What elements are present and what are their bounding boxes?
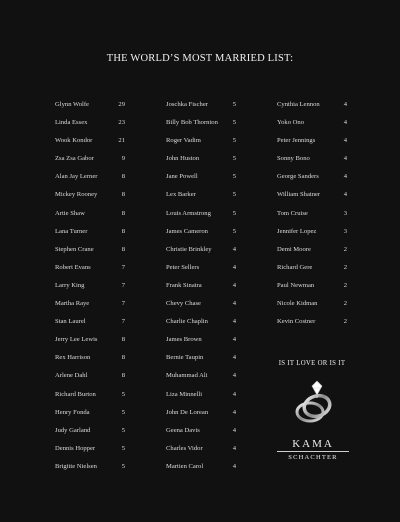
marriage-count: 4 xyxy=(343,101,347,108)
marriage-count: 8 xyxy=(121,227,125,235)
person-name: Glynn Wolfe xyxy=(55,101,89,108)
person-name: Christie Brinkley xyxy=(166,245,212,253)
marriage-count: 5 xyxy=(121,390,125,398)
person-name: Stephen Crane xyxy=(55,245,94,253)
list-item xyxy=(166,336,236,354)
list-item xyxy=(55,228,125,246)
marriage-count: 7 xyxy=(121,281,125,289)
list-item xyxy=(55,137,125,155)
list-item xyxy=(55,210,125,228)
marriage-count: 8 xyxy=(121,336,125,344)
list-item xyxy=(166,191,236,209)
list-item xyxy=(166,445,236,463)
person-name: Charles Vidor xyxy=(166,444,203,452)
brand-divider xyxy=(277,451,349,452)
marriage-count: 2 xyxy=(343,318,347,326)
person-name: Roger Vadim xyxy=(166,137,201,145)
marriage-count: 9 xyxy=(121,155,125,163)
person-name: Muhammad Ali xyxy=(166,372,208,380)
wedding-rings-icon xyxy=(288,376,338,428)
marriage-count: 5 xyxy=(232,173,236,181)
person-name: Martha Raye xyxy=(55,300,90,308)
list-item xyxy=(55,463,125,481)
person-name: Bernie Taupin xyxy=(166,354,204,362)
list-item xyxy=(55,282,125,300)
list-item xyxy=(55,336,125,354)
person-name: John De Lorean xyxy=(166,408,209,416)
marriage-count: 4 xyxy=(232,354,236,362)
marriage-count: 5 xyxy=(121,408,125,416)
person-name: Yoko Ono xyxy=(277,119,304,127)
marriage-count: 4 xyxy=(232,390,236,398)
person-name: James Cameron xyxy=(166,227,208,235)
person-name: Cynthia Lennon xyxy=(277,101,320,108)
marriage-count: 4 xyxy=(232,318,236,326)
person-name: Mickey Rooney xyxy=(55,191,98,199)
marriage-count: 5 xyxy=(121,462,125,470)
list-item xyxy=(166,264,236,282)
marriage-count: 5 xyxy=(232,191,236,199)
person-name: Henry Fonda xyxy=(55,408,90,416)
marriage-count: 4 xyxy=(232,245,236,253)
list-item xyxy=(166,173,236,191)
list-item xyxy=(55,318,125,336)
marriage-count: 4 xyxy=(232,300,236,308)
marriage-count: 5 xyxy=(232,137,236,145)
person-name: Lana Turner xyxy=(55,227,88,235)
marriage-count: 2 xyxy=(343,263,347,271)
person-name: Peter Jennings xyxy=(277,137,316,145)
marriage-count: 3 xyxy=(343,209,347,217)
marriage-count: 2 xyxy=(343,245,347,253)
person-name: Chevy Chase xyxy=(166,300,201,308)
list-item xyxy=(55,173,125,191)
person-name: Lex Barker xyxy=(166,191,196,199)
marriage-count: 4 xyxy=(343,119,347,127)
person-name: Martien Carol xyxy=(166,462,204,470)
marriage-count: 4 xyxy=(232,281,236,289)
person-name: Tom Cruise xyxy=(277,209,308,217)
brand-name-primary: KAMA xyxy=(292,438,334,450)
marriage-count: 5 xyxy=(232,209,236,217)
person-name: Nicole Kidman xyxy=(277,300,318,308)
marriage-count: 4 xyxy=(232,263,236,271)
person-name: John Huston xyxy=(166,155,200,163)
married-list-column-1 xyxy=(55,101,125,481)
list-item xyxy=(277,228,347,246)
list-item xyxy=(166,409,236,427)
list-item xyxy=(277,101,347,119)
person-name: Peter Sellers xyxy=(166,263,200,271)
person-name: Kevin Costner xyxy=(277,318,316,326)
list-item xyxy=(166,282,236,300)
marriage-count: 5 xyxy=(232,227,236,235)
list-item xyxy=(55,300,125,318)
list-item xyxy=(277,191,347,209)
person-name: Judy Garland xyxy=(55,426,91,434)
marriage-count: 4 xyxy=(232,372,236,380)
person-name: Arlene Dahl xyxy=(55,372,88,380)
marriage-count: 5 xyxy=(232,155,236,163)
list-item xyxy=(277,155,347,173)
person-name: Frank Sinatra xyxy=(166,281,202,289)
person-name: Louis Armstrong xyxy=(166,209,211,217)
marriage-count: 4 xyxy=(343,137,347,145)
person-name: Wook Kondor xyxy=(55,137,93,145)
list-item xyxy=(55,191,125,209)
brand-name-secondary: SCHACHTER xyxy=(288,454,338,461)
list-item xyxy=(166,228,236,246)
marriage-count: 7 xyxy=(121,300,125,308)
person-name: Rex Harrison xyxy=(55,354,91,362)
marriage-count: 4 xyxy=(232,444,236,452)
person-name: Jerry Lee Lewis xyxy=(55,336,98,344)
list-item xyxy=(55,372,125,390)
marriage-count: 8 xyxy=(121,372,125,380)
person-name: Robert Evans xyxy=(55,263,91,271)
married-list-column-2 xyxy=(166,101,236,481)
page-title: THE WORLD’S MOST MARRIED LIST: xyxy=(106,53,294,64)
list-item xyxy=(55,155,125,173)
marriage-count: 2 xyxy=(343,281,347,289)
list-item xyxy=(55,409,125,427)
marriage-count: 4 xyxy=(232,426,236,434)
marriage-count: 29 xyxy=(118,101,125,108)
marriage-count: 4 xyxy=(343,191,347,199)
brand-logo xyxy=(268,438,358,462)
marriage-count: 4 xyxy=(232,408,236,416)
person-name: William Shatner xyxy=(277,191,321,199)
list-item xyxy=(166,101,236,119)
person-name: Zsa Zsa Gabor xyxy=(55,155,94,163)
person-name: Artie Shaw xyxy=(55,209,85,217)
marriage-count: 8 xyxy=(121,173,125,181)
list-item xyxy=(277,137,347,155)
marriage-count: 5 xyxy=(121,426,125,434)
person-name: Richard Burton xyxy=(55,390,96,398)
marriage-count: 7 xyxy=(121,263,125,271)
list-item xyxy=(277,318,347,336)
person-name: James Brown xyxy=(166,336,202,344)
list-item xyxy=(166,427,236,445)
list-item xyxy=(55,264,125,282)
married-list-column-3 xyxy=(277,101,347,336)
list-item xyxy=(55,246,125,264)
list-item xyxy=(55,391,125,409)
list-item xyxy=(166,137,236,155)
list-item xyxy=(166,210,236,228)
marriage-count: 4 xyxy=(232,336,236,344)
list-item xyxy=(277,119,347,137)
list-item xyxy=(166,155,236,173)
person-name: Alan Jay Lerner xyxy=(55,173,98,181)
list-item xyxy=(55,101,125,119)
list-item xyxy=(277,264,347,282)
person-name: Geena Davis xyxy=(166,426,200,434)
marriage-count: 5 xyxy=(232,101,236,108)
person-name: Billy Bob Thornton xyxy=(166,119,218,127)
person-name: Linda Essex xyxy=(55,119,88,127)
list-item xyxy=(166,246,236,264)
marriage-count: 4 xyxy=(343,173,347,181)
marriage-count: 4 xyxy=(343,155,347,163)
list-item xyxy=(277,282,347,300)
person-name: Dennis Hopper xyxy=(55,444,96,452)
person-name: Paul Newman xyxy=(277,281,315,289)
tagline: IS IT LOVE OR IS IT xyxy=(278,360,346,367)
marriage-count: 7 xyxy=(121,318,125,326)
person-name: Richard Gere xyxy=(277,263,313,271)
list-item xyxy=(166,463,236,481)
person-name: Larry King xyxy=(55,281,85,289)
marriage-count: 23 xyxy=(118,119,125,127)
list-item xyxy=(277,300,347,318)
marriage-count: 4 xyxy=(232,462,236,470)
list-item xyxy=(277,173,347,191)
person-name: Brigitte Nielsen xyxy=(55,462,97,470)
list-item xyxy=(166,372,236,390)
marriage-count: 5 xyxy=(121,444,125,452)
person-name: Joschka Fischer xyxy=(166,101,208,108)
person-name: Stan Laurel xyxy=(55,318,86,326)
list-item xyxy=(166,300,236,318)
person-name: Sonny Bono xyxy=(277,155,310,163)
marriage-count: 8 xyxy=(121,354,125,362)
person-name: Liza Minnelli xyxy=(166,390,203,398)
marriage-count: 8 xyxy=(121,245,125,253)
person-name: Jane Powell xyxy=(166,173,198,181)
person-name: Jennifer Lopez xyxy=(277,227,317,235)
list-item xyxy=(55,445,125,463)
marriage-count: 8 xyxy=(121,209,125,217)
person-name: Demi Moore xyxy=(277,245,311,253)
list-item xyxy=(277,246,347,264)
marriage-count: 3 xyxy=(343,227,347,235)
person-name: Charlie Chaplin xyxy=(166,318,208,326)
list-item xyxy=(55,427,125,445)
list-item xyxy=(166,318,236,336)
person-name: George Sanders xyxy=(277,173,319,181)
marriage-count: 8 xyxy=(121,191,125,199)
marriage-count: 21 xyxy=(118,137,125,145)
list-item xyxy=(166,119,236,137)
marriage-count: 5 xyxy=(232,119,236,127)
list-item xyxy=(55,119,125,137)
list-item xyxy=(166,391,236,409)
list-item xyxy=(277,210,347,228)
marriage-count: 2 xyxy=(343,300,347,308)
list-item xyxy=(166,354,236,372)
list-item xyxy=(55,354,125,372)
